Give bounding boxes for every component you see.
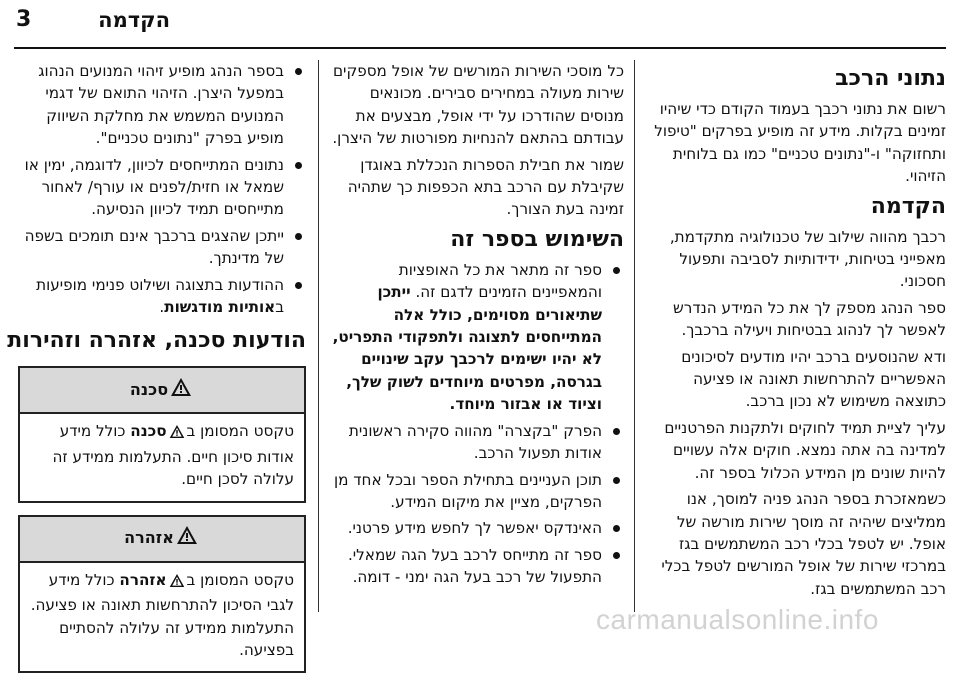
list-item: הפרק "בקצרה" מהווה סקירה ראשונית אודות תפעול הרכב. [330, 420, 624, 465]
intro-paragraph: רכבך מהווה שילוב של טכנולוגיה מתקדמת, מאפייני בטיחות, ידידותיות לסביבה ותפעול חסכוני. [669, 227, 946, 291]
list-item: ספר זה מתייחס לרכב בעל הגה שמאלי. התפעול של רכב בעל הגה ימני - דומה. [330, 544, 624, 589]
danger-title: סכנה [129, 380, 169, 400]
warning-triangle-icon [176, 525, 198, 551]
bullet-icon [295, 282, 302, 289]
bullet-icon [295, 162, 302, 169]
notes-bullet-list [18, 60, 306, 318]
intro-paragraph: כשמאזכרת בספר הנהג פניה למוסך, אנו ממליצים שיהיה זה מוסך שירות מורשה של אופל. יש לטפל בכלי רכב המשתמשים בגז במרכזי שירות של אופל המורשים לטפל בכלי רכב המשתמשים בגז. [661, 490, 946, 598]
notices-heading: הודעות סכנה, אזהרה וזהירות [7, 328, 306, 354]
bullet-icon [613, 552, 620, 559]
header-rule [14, 47, 946, 49]
danger-box [18, 366, 306, 502]
page-title: הקדמה [98, 8, 170, 32]
bullet-icon [613, 525, 620, 532]
bullet-icon [613, 428, 620, 435]
list-item: תוכן העניינים בתחילת הספר ובכל אחד מן הפרקים, מציין את מיקום המידע. [330, 469, 624, 514]
middle-column [330, 60, 624, 593]
intro-heading: הקדמה [870, 193, 946, 219]
intro-paragraph: עליך לציית תמיד לחוקים ולתקנות הפרטניים למדינה בה אתה נמצא. חוקים אלה עשויים להיות שונים מן המידע הכלול בספר זה. [664, 418, 946, 482]
page-header [0, 0, 960, 50]
warning-triangle-icon [169, 572, 185, 594]
watermark: carmanualsonline.info [596, 604, 879, 635]
bullet-icon [613, 267, 620, 274]
list-item: נתונים המתייחסים לכיוון, לדוגמה, ימין או שמאל או חזית/לפנים או עורף/ לאחור מתייחסים תמיד לכיוון הנסיעה. [18, 154, 306, 221]
bullet-icon [613, 477, 620, 484]
warning-triangle-icon [169, 423, 185, 445]
list-item: בספר הנהג מופיע זיהוי המנועים הנהוג במפעל היצרן. הזיהוי התואם של דגמי המנועים המשמש את מחלקת השיווק מופיע בפרק "נתונים טכניים". [18, 60, 306, 150]
literature-paragraph: שמור את חבילת הספרות הנכללת באוגדן שקיבלת עם הרכב בתא הכפפות כך שתהיה זמינה בעת הצורך. [347, 155, 624, 219]
bullet-icon [295, 68, 302, 75]
intro-paragraph: ספר הנהג מספק לך את כל המידע הנדרש לאפשר לך לנהוג בבטיחות ויעילה ברכבך. [673, 298, 946, 340]
left-column [7, 60, 306, 685]
warning-box-header [20, 517, 304, 563]
bullet-icon [295, 233, 302, 240]
page-number: 3 [16, 7, 32, 32]
list-item: ייתכן שהצגים ברכבך אינם תומכים בשפה של מדינתך. [18, 225, 306, 270]
right-column [646, 60, 946, 604]
service-paragraph: כל מוסכי השירות המורשים של אופל מספקים שירות מעולה במחירים סבירים. מכונאים מנוסים שהודרכו על ידי אופל, מבצעים את עבודתם בהתאם להנחיות מפורטות של היצרן. [332, 62, 624, 148]
warning-title: אזהרה [124, 528, 174, 548]
danger-box-header [20, 368, 304, 414]
column-divider [634, 60, 635, 612]
list-item: האינדקס יאפשר לך לחפש מידע פרטני. [330, 517, 624, 539]
intro-paragraph: ודא שהנוסעים ברכב יהיו מודעים לסיכונים האפשריים להתרחשות תאונה או פציעה כתוצאה משימוש לא נכון ברכב. [681, 347, 946, 411]
usage-bullet-list [330, 259, 624, 589]
warning-text: טקסט המסומן באזהרה כולל מידע לגבי הסיכון להתרחשות תאונה או פציעה. התעלמות ממידע זה עלולה להסתיים בפציעה. [30, 570, 294, 659]
vehicle-data-heading: נתוני הרכב [835, 66, 946, 91]
danger-text: טקסט המסומן בסכנה כולל מידע אודות סיכון חיים. התעלמות ממידע זה עלולה לסכן חיים. [52, 422, 294, 489]
list-item: ספר זה מתאר את כל האופציות והמאפיינים הזמינים לדגם זה. ייתכן שתיאורים מסוימים, כולל אלה המתייחסים לתצוגה ולתפקודי התפריט, לא יהיו ישימים לרכבך עקב שינויים בגרסה, מפרטים מיוחדים לשוק שלך, וציוד או אבזור מיוחד. [330, 259, 624, 416]
vehicle-data-text: רשום את נתוני רכבך בעמוד הקודם כדי שיהיו זמינים בקלות. מידע זה מופיע בפרקים "טיפול ותחזוקה" ו-"נתונים טכניים" כמו גם בלוחית הזיהוי. [654, 100, 946, 186]
list-item: ההודעות בתצוגה ושילוט פנימי מופיעות באותיות מודגשות. [18, 274, 306, 319]
warning-triangle-icon [170, 377, 192, 403]
using-manual-heading: השימוש בספר זה [450, 226, 624, 252]
warning-box [18, 515, 306, 674]
column-divider [318, 60, 319, 612]
